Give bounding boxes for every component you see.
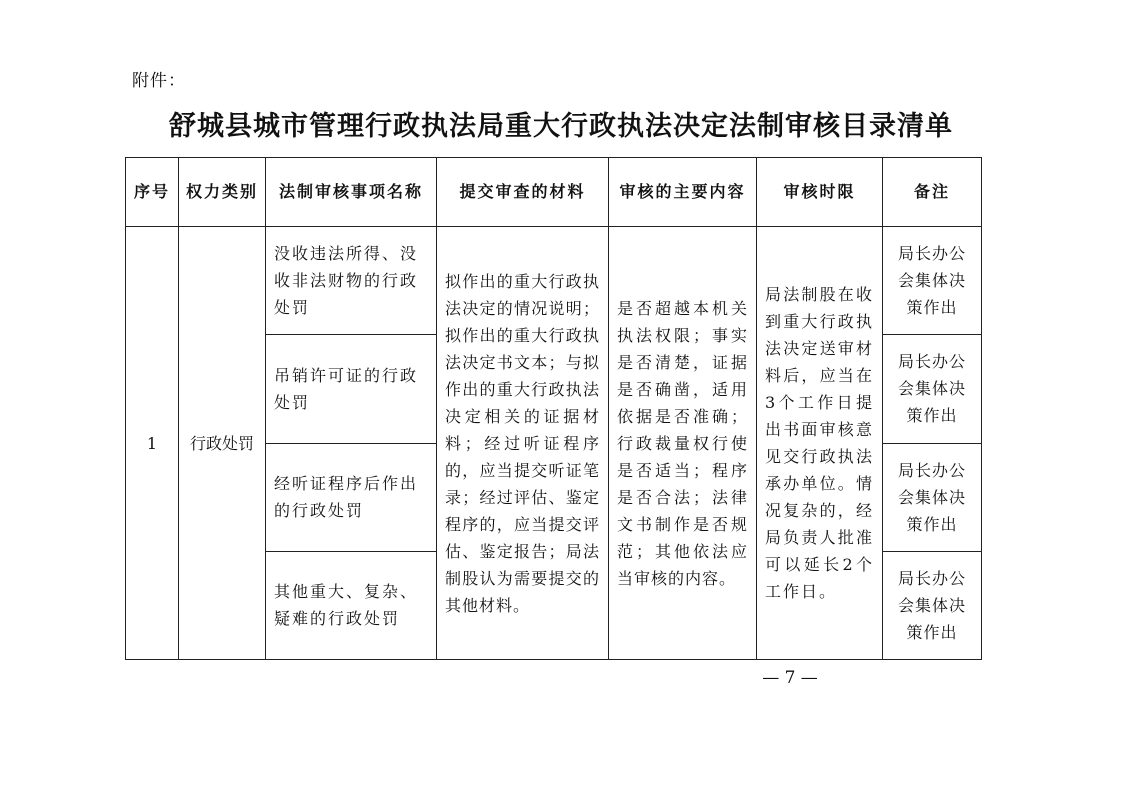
cell-seq: 1	[126, 227, 179, 660]
header-row	[126, 158, 982, 227]
cell-main-content: 是否超越本机关执法权限；事实是否清楚，证据是否确凿，适用依据是否准确；行政裁量权行使是否适当；程序是否合法；法律文书制作是否规范；其他依法应当审核的内容。	[609, 227, 757, 660]
attachment-label: 附件：	[132, 71, 186, 91]
cell-power-type: 行政处罚	[179, 227, 266, 660]
cell-remarks: 局长办公会集体决策作出	[883, 335, 982, 443]
cell-item-name: 经听证程序后作出的行政处罚	[266, 443, 437, 551]
header-item-name: 法制审核事项名称	[266, 158, 437, 227]
header-main-content: 审核的主要内容	[609, 158, 757, 227]
header-time-limit: 审核时限	[757, 158, 883, 227]
cell-remarks: 局长办公会集体决策作出	[883, 551, 982, 659]
cell-time-limit: 局法制股在收到重大行政执法决定送审材料后，应当在3个工作日提出书面审核意见交行政执法承办单位。情况复杂的，经局负责人批准可以延长2个工作日。	[757, 227, 883, 660]
page-number: — 7 —	[762, 668, 818, 688]
review-catalog-table	[125, 157, 982, 660]
cell-item-name: 其他重大、复杂、疑难的行政处罚	[266, 551, 437, 659]
cell-item-name: 吊销许可证的行政处罚	[266, 335, 437, 443]
document-title: 舒城县城市管理行政执法局重大行政执法决定法制审核目录清单	[169, 111, 953, 142]
cell-remarks: 局长办公会集体决策作出	[883, 443, 982, 551]
cell-materials: 拟作出的重大行政执法决定的情况说明；拟作出的重大行政执法决定书文本；与拟作出的重大行政执法决定相关的证据材料；经过听证程序的，应当提交听证笔录；经过评估、鉴定程序的，应当提交评估、鉴定报告；局法制股认为需要提交的其他材料。	[437, 227, 609, 660]
header-remarks: 备注	[883, 158, 982, 227]
cell-remarks: 局长办公会集体决策作出	[883, 227, 982, 335]
cell-item-name: 没收违法所得、没收非法财物的行政处罚	[266, 227, 437, 335]
header-materials: 提交审查的材料	[437, 158, 609, 227]
table-row	[126, 227, 982, 335]
header-seq: 序号	[126, 158, 179, 227]
header-power-type: 权力类别	[179, 158, 266, 227]
